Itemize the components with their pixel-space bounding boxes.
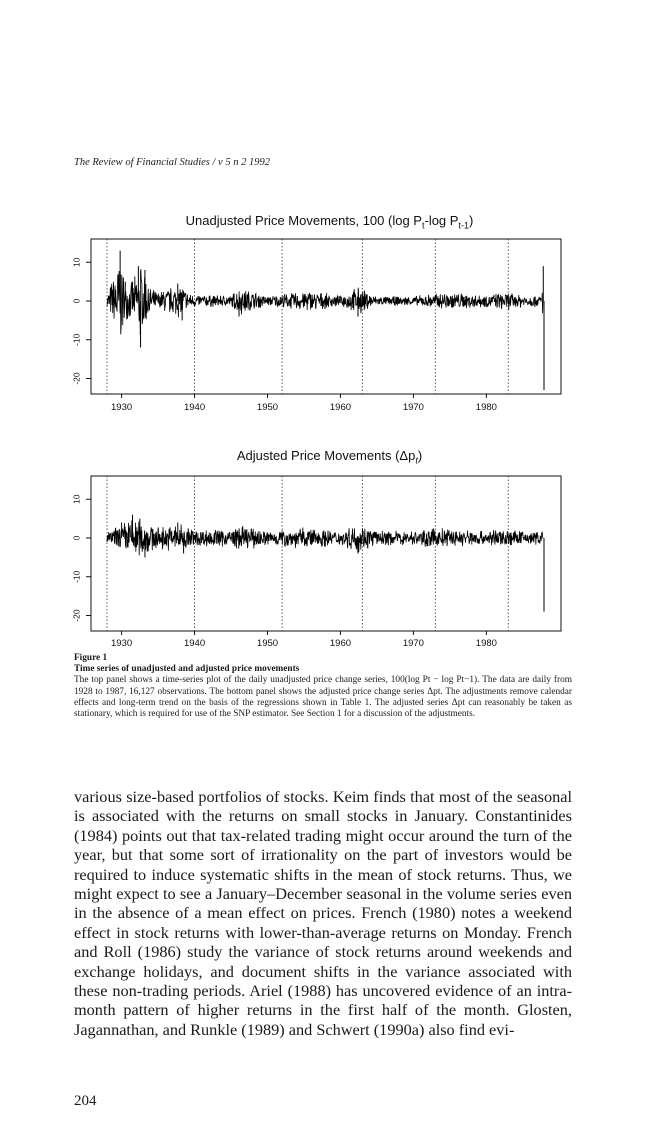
x-tick-label: 1970 (402, 638, 424, 649)
x-tick-label: 1940 (183, 402, 206, 413)
x-tick-label: 1930 (111, 402, 133, 413)
chart-title-sub: t-1 (458, 220, 469, 231)
chart-title-sub: t (415, 455, 418, 466)
x-tick-label: 1980 (475, 638, 497, 649)
body-paragraph: various size-based portfolios of stocks. Keim finds that most of the seasonal is associated with the returns on small stocks in January. Constantinides (1984) points out that tax-related trading might occur around the turn of the year, but that some sort of irrationality on the part of investors would be required to induce systematic shifts in the mean of stock returns. Thus, we might expect to see a January–December seasonal in the volume series even in the absence of a mean effect on prices. French (1980) notes a weekend effect in stock returns with lower-than-average returns on Monday. French and Roll (1986) study the variance of stock returns around weekends and exchange holidays, and document shifts in the variance associated with these non-trading periods. Ariel (1988) has uncovered evidence of an intra-month pattern of higher returns in the first half of the month. Glosten, Jagannathan, and Runkle (1989) and Schwert (1990a) also find evi- (74, 787, 572, 1039)
y-tick-label: -10 (71, 570, 82, 583)
y-tick-label: -20 (71, 609, 82, 622)
figure-label: Figure 1 (74, 653, 108, 663)
figure-caption (74, 653, 572, 720)
x-tick-label: 1950 (256, 402, 279, 413)
chart-title-sub: t (421, 220, 425, 231)
x-tick-label: 1980 (475, 402, 497, 413)
y-tick-label: -20 (71, 372, 82, 385)
chart-title-text: Unadjusted Price Movements, 100 (log P (185, 213, 422, 228)
y-tick-label: 0 (71, 535, 82, 541)
chart-title-text: ) (417, 448, 423, 463)
series-line (107, 521, 543, 556)
x-tick-label: 1930 (111, 638, 133, 649)
x-tick-label: 1940 (183, 638, 206, 649)
x-tick-label: 1970 (402, 402, 424, 413)
chart-title-text: Adjusted Price Movements (Δp (236, 448, 416, 463)
x-tick-label: 1960 (329, 402, 352, 413)
y-tick-label: 0 (71, 298, 82, 304)
x-tick-label: 1960 (329, 638, 352, 649)
y-tick-label: 10 (71, 257, 82, 267)
series-line (107, 269, 543, 335)
y-tick-label: 10 (71, 494, 82, 504)
figure-title: Time series of unadjusted and adjusted price movements (74, 664, 300, 675)
chart-title-text: -log P (424, 213, 459, 228)
figure-caption-text: The top panel shows a time-series plot of the daily unadjusted price change series, 100(log Pt − log Pt−1). The data are daily from 1928 to 1987, 16,127 observations. The bottom panel shows the adjusted price change series Δpt. The adjustments remove calendar effects and long-term trend on the basis of the regressions shown in Table 1. The adjusted series Δpt can reasonably be taken as stationary, which is required for use of the SNP estimator. See Section 1 for a discussion of the adjustments. (74, 675, 572, 720)
x-tick-label: 1950 (256, 638, 279, 649)
plot-frame (91, 239, 561, 394)
running-head: The Review of Financial Studies / v 5 n 2 1992 (74, 157, 270, 168)
y-tick-label: -10 (71, 333, 82, 346)
plot-frame (91, 476, 561, 631)
chart-title-text: ) (468, 213, 474, 228)
page-number: 204 (74, 1093, 97, 1109)
